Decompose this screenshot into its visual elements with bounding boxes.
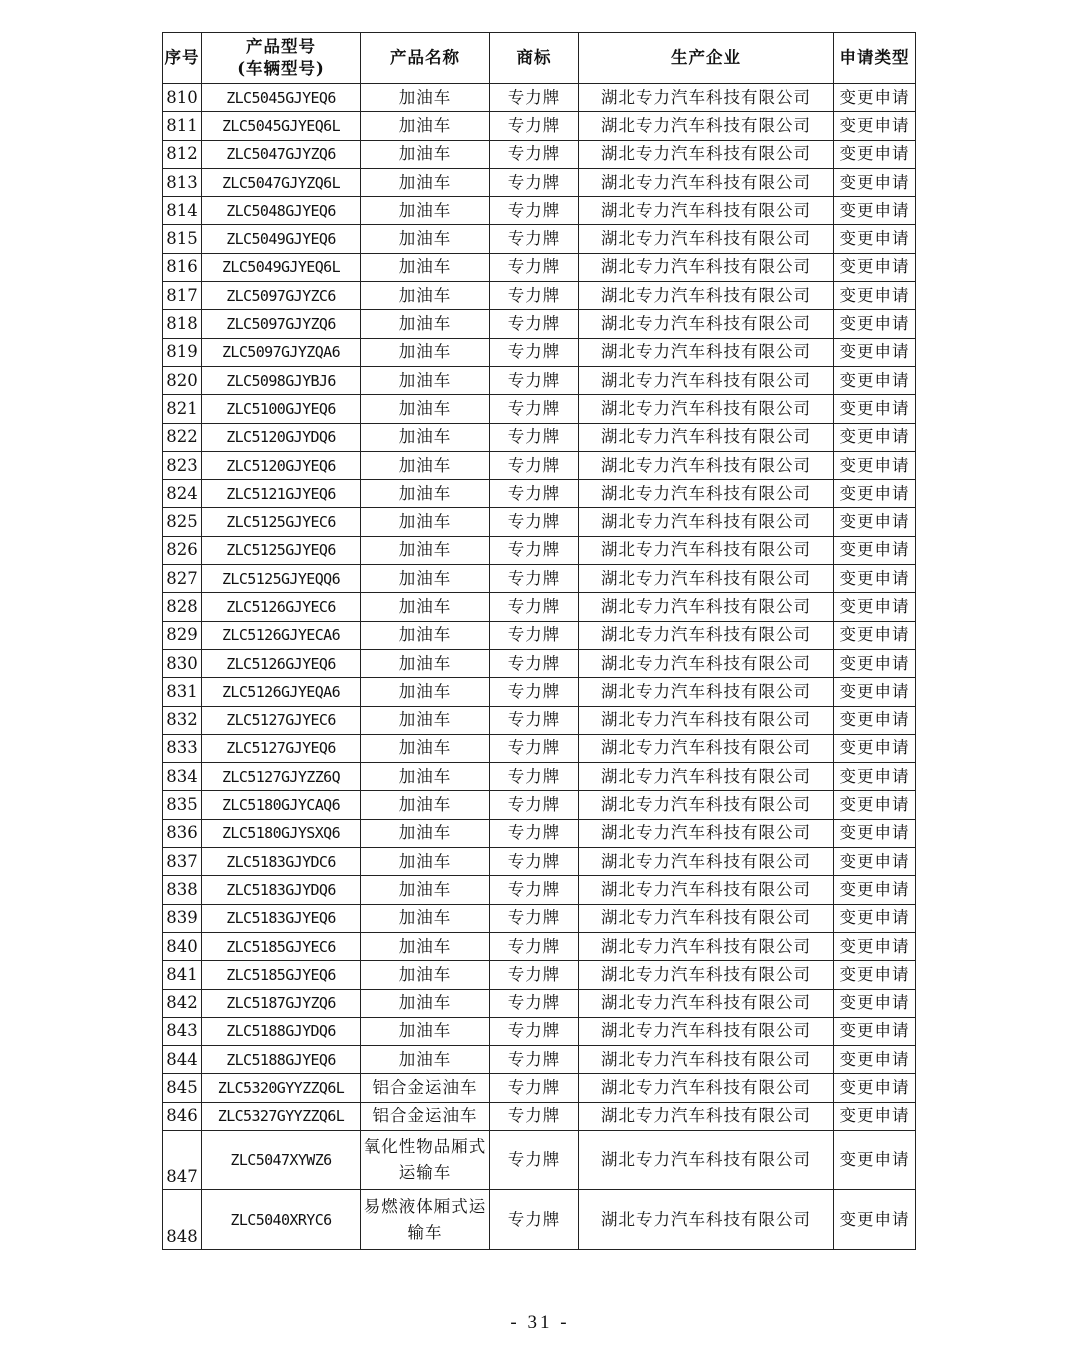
row-product-name: 加油车	[361, 649, 490, 677]
row-product-name: 加油车	[361, 565, 490, 593]
row-brand: 专力牌	[490, 932, 579, 960]
row-model: ZLC5127GJYZZ6Q	[202, 763, 361, 791]
row-application-type: 变更申请	[834, 593, 916, 621]
row-product-name: 铝合金运油车	[361, 1102, 490, 1130]
row-brand: 专力牌	[490, 366, 579, 394]
table-row	[163, 593, 916, 621]
row-brand: 专力牌	[490, 678, 579, 706]
row-model: ZLC5097GJYZQ6	[202, 310, 361, 338]
row-brand: 专力牌	[490, 423, 579, 451]
table-row	[163, 819, 916, 847]
row-model: ZLC5126GJYEC6	[202, 593, 361, 621]
table-row	[163, 678, 916, 706]
row-application-type: 变更申请	[834, 961, 916, 989]
row-application-type: 变更申请	[834, 848, 916, 876]
table-row	[163, 1130, 916, 1190]
row-number: 818	[163, 310, 202, 338]
row-model: ZLC5097GJYZC6	[202, 282, 361, 310]
row-brand: 专力牌	[490, 565, 579, 593]
row-number: 843	[163, 1017, 202, 1045]
table-row	[163, 310, 916, 338]
row-application-type: 变更申请	[834, 1046, 916, 1074]
row-product-name: 加油车	[361, 989, 490, 1017]
row-company: 湖北专力汽车科技有限公司	[579, 366, 834, 394]
row-brand: 专力牌	[490, 140, 579, 168]
row-brand: 专力牌	[490, 1017, 579, 1045]
row-product-name: 加油车	[361, 508, 490, 536]
row-application-type: 变更申请	[834, 282, 916, 310]
row-application-type: 变更申请	[834, 536, 916, 564]
row-model: ZLC5183GJYEQ6	[202, 904, 361, 932]
row-product-name: 氧化性物品厢式运输车	[361, 1130, 490, 1190]
row-number: 815	[163, 225, 202, 253]
row-company: 湖北专力汽车科技有限公司	[579, 140, 834, 168]
row-brand: 专力牌	[490, 904, 579, 932]
row-company: 湖北专力汽车科技有限公司	[579, 848, 834, 876]
row-model: ZLC5187GJYZQ6	[202, 989, 361, 1017]
table-row	[163, 763, 916, 791]
table-row	[163, 395, 916, 423]
row-model: ZLC5045GJYEQ6L	[202, 112, 361, 140]
vehicle-product-table	[162, 32, 916, 1250]
row-application-type: 变更申请	[834, 904, 916, 932]
row-number: 816	[163, 253, 202, 281]
row-brand: 专力牌	[490, 395, 579, 423]
row-application-type: 变更申请	[834, 1017, 916, 1045]
row-application-type: 变更申请	[834, 508, 916, 536]
row-model: ZLC5100GJYEQ6	[202, 395, 361, 423]
row-brand: 专力牌	[490, 791, 579, 819]
row-company: 湖北专力汽车科技有限公司	[579, 734, 834, 762]
row-application-type: 变更申请	[834, 1190, 916, 1250]
row-company: 湖北专力汽车科技有限公司	[579, 395, 834, 423]
row-number: 828	[163, 593, 202, 621]
row-application-type: 变更申请	[834, 112, 916, 140]
row-application-type: 变更申请	[834, 819, 916, 847]
row-number: 836	[163, 819, 202, 847]
row-number: 817	[163, 282, 202, 310]
row-company: 湖北专力汽车科技有限公司	[579, 621, 834, 649]
row-application-type: 变更申请	[834, 791, 916, 819]
row-application-type: 变更申请	[834, 932, 916, 960]
row-number: 840	[163, 932, 202, 960]
table-row	[163, 1102, 916, 1130]
row-number: 848	[163, 1190, 202, 1250]
row-number: 832	[163, 706, 202, 734]
row-model: ZLC5049GJYEQ6L	[202, 253, 361, 281]
row-application-type: 变更申请	[834, 451, 916, 479]
row-company: 湖北专力汽车科技有限公司	[579, 480, 834, 508]
row-model: ZLC5185GJYEC6	[202, 932, 361, 960]
table-row	[163, 253, 916, 281]
header-model	[202, 33, 361, 84]
row-brand: 专力牌	[490, 338, 579, 366]
row-model: ZLC5183GJYDQ6	[202, 876, 361, 904]
row-product-name: 加油车	[361, 848, 490, 876]
row-brand: 专力牌	[490, 961, 579, 989]
row-model: ZLC5320GYYZZQ6L	[202, 1074, 361, 1102]
row-brand: 专力牌	[490, 112, 579, 140]
table-row	[163, 848, 916, 876]
row-company: 湖北专力汽车科技有限公司	[579, 168, 834, 196]
row-product-name: 加油车	[361, 1046, 490, 1074]
row-company: 湖北专力汽车科技有限公司	[579, 706, 834, 734]
table-row	[163, 423, 916, 451]
row-company: 湖北专力汽车科技有限公司	[579, 876, 834, 904]
row-product-name: 加油车	[361, 168, 490, 196]
row-brand: 专力牌	[490, 253, 579, 281]
row-model: ZLC5183GJYDC6	[202, 848, 361, 876]
row-company: 湖北专力汽车科技有限公司	[579, 763, 834, 791]
row-application-type: 变更申请	[834, 1074, 916, 1102]
row-product-name: 加油车	[361, 140, 490, 168]
row-application-type: 变更申请	[834, 989, 916, 1017]
row-product-name: 加油车	[361, 932, 490, 960]
row-product-name: 加油车	[361, 1017, 490, 1045]
row-company: 湖北专力汽车科技有限公司	[579, 112, 834, 140]
row-company: 湖北专力汽车科技有限公司	[579, 932, 834, 960]
row-application-type: 变更申请	[834, 253, 916, 281]
row-brand: 专力牌	[490, 649, 579, 677]
row-product-name: 加油车	[361, 819, 490, 847]
row-number: 811	[163, 112, 202, 140]
row-brand: 专力牌	[490, 989, 579, 1017]
row-product-name: 加油车	[361, 338, 490, 366]
row-model: ZLC5120GJYEQ6	[202, 451, 361, 479]
row-company: 湖北专力汽车科技有限公司	[579, 1074, 834, 1102]
table-row	[163, 282, 916, 310]
row-number: 847	[163, 1130, 202, 1190]
row-company: 湖北专力汽车科技有限公司	[579, 1046, 834, 1074]
row-brand: 专力牌	[490, 84, 579, 112]
table-row	[163, 168, 916, 196]
row-model: ZLC5185GJYEQ6	[202, 961, 361, 989]
row-number: 844	[163, 1046, 202, 1074]
row-model: ZLC5047GJYZQ6L	[202, 168, 361, 196]
row-product-name: 加油车	[361, 310, 490, 338]
row-model: ZLC5126GJYECA6	[202, 621, 361, 649]
header-name: 产品名称	[361, 33, 490, 84]
row-application-type: 变更申请	[834, 621, 916, 649]
row-brand: 专力牌	[490, 1102, 579, 1130]
row-company: 湖北专力汽车科技有限公司	[579, 678, 834, 706]
row-number: 826	[163, 536, 202, 564]
row-company: 湖北专力汽车科技有限公司	[579, 225, 834, 253]
row-company: 湖北专力汽车科技有限公司	[579, 1017, 834, 1045]
row-product-name: 加油车	[361, 451, 490, 479]
row-number: 821	[163, 395, 202, 423]
row-company: 湖北专力汽车科技有限公司	[579, 1102, 834, 1130]
table-row	[163, 508, 916, 536]
row-model: ZLC5049GJYEQ6	[202, 225, 361, 253]
row-brand: 专力牌	[490, 197, 579, 225]
row-application-type: 变更申请	[834, 1102, 916, 1130]
row-company: 湖北专力汽车科技有限公司	[579, 961, 834, 989]
row-brand: 专力牌	[490, 1190, 579, 1250]
row-brand: 专力牌	[490, 1074, 579, 1102]
row-application-type: 变更申请	[834, 197, 916, 225]
row-product-name: 加油车	[361, 253, 490, 281]
row-model: ZLC5040XRYC6	[202, 1190, 361, 1250]
row-model: ZLC5125GJYEQ6	[202, 536, 361, 564]
row-number: 829	[163, 621, 202, 649]
row-product-name: 加油车	[361, 734, 490, 762]
table-row	[163, 480, 916, 508]
row-model: ZLC5188GJYEQ6	[202, 1046, 361, 1074]
row-number: 820	[163, 366, 202, 394]
table-row	[163, 876, 916, 904]
table-row	[163, 904, 916, 932]
row-company: 湖北专力汽车科技有限公司	[579, 1190, 834, 1250]
row-product-name: 加油车	[361, 593, 490, 621]
row-brand: 专力牌	[490, 1130, 579, 1190]
row-company: 湖北专力汽车科技有限公司	[579, 536, 834, 564]
row-brand: 专力牌	[490, 876, 579, 904]
table-row	[163, 84, 916, 112]
row-model: ZLC5327GYYZZQ6L	[202, 1102, 361, 1130]
row-number: 825	[163, 508, 202, 536]
row-company: 湖北专力汽车科技有限公司	[579, 84, 834, 112]
row-product-name: 加油车	[361, 621, 490, 649]
row-application-type: 变更申请	[834, 366, 916, 394]
row-application-type: 变更申请	[834, 225, 916, 253]
row-company: 湖北专力汽车科技有限公司	[579, 423, 834, 451]
header-type: 申请类型	[834, 33, 916, 84]
row-model: ZLC5098GJYBJ6	[202, 366, 361, 394]
row-brand: 专力牌	[490, 480, 579, 508]
row-number: 842	[163, 989, 202, 1017]
row-brand: 专力牌	[490, 168, 579, 196]
row-product-name: 加油车	[361, 423, 490, 451]
header-company: 生产企业	[579, 33, 834, 84]
row-model: ZLC5126GJYEQA6	[202, 678, 361, 706]
row-number: 833	[163, 734, 202, 762]
row-company: 湖北专力汽车科技有限公司	[579, 989, 834, 1017]
row-product-name: 加油车	[361, 876, 490, 904]
row-product-name: 加油车	[361, 282, 490, 310]
row-number: 822	[163, 423, 202, 451]
row-number: 839	[163, 904, 202, 932]
row-number: 823	[163, 451, 202, 479]
row-model: ZLC5126GJYEQ6	[202, 649, 361, 677]
row-application-type: 变更申请	[834, 423, 916, 451]
row-number: 827	[163, 565, 202, 593]
row-product-name: 加油车	[361, 678, 490, 706]
row-brand: 专力牌	[490, 508, 579, 536]
row-brand: 专力牌	[490, 819, 579, 847]
row-model: ZLC5047GJYZQ6	[202, 140, 361, 168]
table-header-row	[163, 33, 916, 84]
row-number: 812	[163, 140, 202, 168]
row-company: 湖北专力汽车科技有限公司	[579, 819, 834, 847]
row-company: 湖北专力汽车科技有限公司	[579, 1130, 834, 1190]
row-company: 湖北专力汽车科技有限公司	[579, 253, 834, 281]
row-brand: 专力牌	[490, 451, 579, 479]
row-application-type: 变更申请	[834, 168, 916, 196]
row-product-name: 易燃液体厢式运输车	[361, 1190, 490, 1250]
row-model: ZLC5048GJYEQ6	[202, 197, 361, 225]
table-row	[163, 225, 916, 253]
table-row	[163, 1190, 916, 1250]
row-model: ZLC5097GJYZQA6	[202, 338, 361, 366]
row-company: 湖北专力汽车科技有限公司	[579, 282, 834, 310]
page-number: - 31 -	[510, 1312, 570, 1333]
row-brand: 专力牌	[490, 536, 579, 564]
row-product-name: 加油车	[361, 480, 490, 508]
row-application-type: 变更申请	[834, 395, 916, 423]
table-row	[163, 932, 916, 960]
row-model: ZLC5180GJYSXQ6	[202, 819, 361, 847]
row-application-type: 变更申请	[834, 649, 916, 677]
row-model: ZLC5120GJYDQ6	[202, 423, 361, 451]
header-brand: 商标	[490, 33, 579, 84]
table-row	[163, 366, 916, 394]
row-company: 湖北专力汽车科技有限公司	[579, 451, 834, 479]
row-company: 湖北专力汽车科技有限公司	[579, 508, 834, 536]
row-number: 838	[163, 876, 202, 904]
row-company: 湖北专力汽车科技有限公司	[579, 904, 834, 932]
row-model: ZLC5127GJYEQ6	[202, 734, 361, 762]
row-brand: 专力牌	[490, 848, 579, 876]
row-product-name: 加油车	[361, 536, 490, 564]
row-model: ZLC5127GJYEC6	[202, 706, 361, 734]
table-row	[163, 451, 916, 479]
row-application-type: 变更申请	[834, 678, 916, 706]
row-product-name: 加油车	[361, 763, 490, 791]
row-application-type: 变更申请	[834, 565, 916, 593]
row-brand: 专力牌	[490, 225, 579, 253]
row-company: 湖北专力汽车科技有限公司	[579, 593, 834, 621]
row-brand: 专力牌	[490, 763, 579, 791]
table-body	[163, 84, 916, 1250]
row-model: ZLC5125GJYEC6	[202, 508, 361, 536]
row-application-type: 变更申请	[834, 140, 916, 168]
row-application-type: 变更申请	[834, 84, 916, 112]
table-row	[163, 621, 916, 649]
row-product-name: 加油车	[361, 395, 490, 423]
row-company: 湖北专力汽车科技有限公司	[579, 197, 834, 225]
row-product-name: 加油车	[361, 197, 490, 225]
row-brand: 专力牌	[490, 734, 579, 762]
table-row	[163, 1046, 916, 1074]
table-row	[163, 338, 916, 366]
row-product-name: 加油车	[361, 84, 490, 112]
row-brand: 专力牌	[490, 310, 579, 338]
row-product-name: 加油车	[361, 225, 490, 253]
header-model-line1: 产品型号	[246, 37, 316, 56]
row-number: 846	[163, 1102, 202, 1130]
table-row	[163, 140, 916, 168]
row-number: 834	[163, 763, 202, 791]
header-seq: 序号	[163, 33, 202, 84]
table-row	[163, 961, 916, 989]
row-number: 830	[163, 649, 202, 677]
row-application-type: 变更申请	[834, 706, 916, 734]
row-model: ZLC5047XYWZ6	[202, 1130, 361, 1190]
row-brand: 专力牌	[490, 706, 579, 734]
table-row	[163, 734, 916, 762]
table-row	[163, 536, 916, 564]
row-company: 湖北专力汽车科技有限公司	[579, 649, 834, 677]
row-number: 837	[163, 848, 202, 876]
row-product-name: 加油车	[361, 791, 490, 819]
row-model: ZLC5188GJYDQ6	[202, 1017, 361, 1045]
row-company: 湖北专力汽车科技有限公司	[579, 791, 834, 819]
row-number: 831	[163, 678, 202, 706]
table-row	[163, 1074, 916, 1102]
row-model: ZLC5045GJYEQ6	[202, 84, 361, 112]
row-application-type: 变更申请	[834, 763, 916, 791]
row-application-type: 变更申请	[834, 876, 916, 904]
row-number: 813	[163, 168, 202, 196]
row-product-name: 加油车	[361, 961, 490, 989]
row-product-name: 铝合金运油车	[361, 1074, 490, 1102]
table-row	[163, 706, 916, 734]
row-application-type: 变更申请	[834, 310, 916, 338]
table-row	[163, 112, 916, 140]
row-number: 845	[163, 1074, 202, 1102]
row-product-name: 加油车	[361, 904, 490, 932]
row-number: 835	[163, 791, 202, 819]
row-brand: 专力牌	[490, 1046, 579, 1074]
table-row	[163, 197, 916, 225]
row-company: 湖北专力汽车科技有限公司	[579, 338, 834, 366]
table-row	[163, 989, 916, 1017]
table-row	[163, 791, 916, 819]
table-row	[163, 565, 916, 593]
row-number: 841	[163, 961, 202, 989]
table-row	[163, 649, 916, 677]
row-brand: 专力牌	[490, 621, 579, 649]
row-model: ZLC5180GJYCAQ6	[202, 791, 361, 819]
row-brand: 专力牌	[490, 282, 579, 310]
row-number: 819	[163, 338, 202, 366]
row-brand: 专力牌	[490, 593, 579, 621]
row-product-name: 加油车	[361, 366, 490, 394]
table-row	[163, 1017, 916, 1045]
row-company: 湖北专力汽车科技有限公司	[579, 565, 834, 593]
row-product-name: 加油车	[361, 112, 490, 140]
row-number: 810	[163, 84, 202, 112]
row-application-type: 变更申请	[834, 734, 916, 762]
row-application-type: 变更申请	[834, 480, 916, 508]
row-model: ZLC5125GJYEQQ6	[202, 565, 361, 593]
row-product-name: 加油车	[361, 706, 490, 734]
row-company: 湖北专力汽车科技有限公司	[579, 310, 834, 338]
header-model-line2: (车辆型号)	[237, 59, 325, 78]
row-number: 824	[163, 480, 202, 508]
row-number: 814	[163, 197, 202, 225]
row-application-type: 变更申请	[834, 338, 916, 366]
row-model: ZLC5121GJYEQ6	[202, 480, 361, 508]
row-application-type: 变更申请	[834, 1130, 916, 1190]
